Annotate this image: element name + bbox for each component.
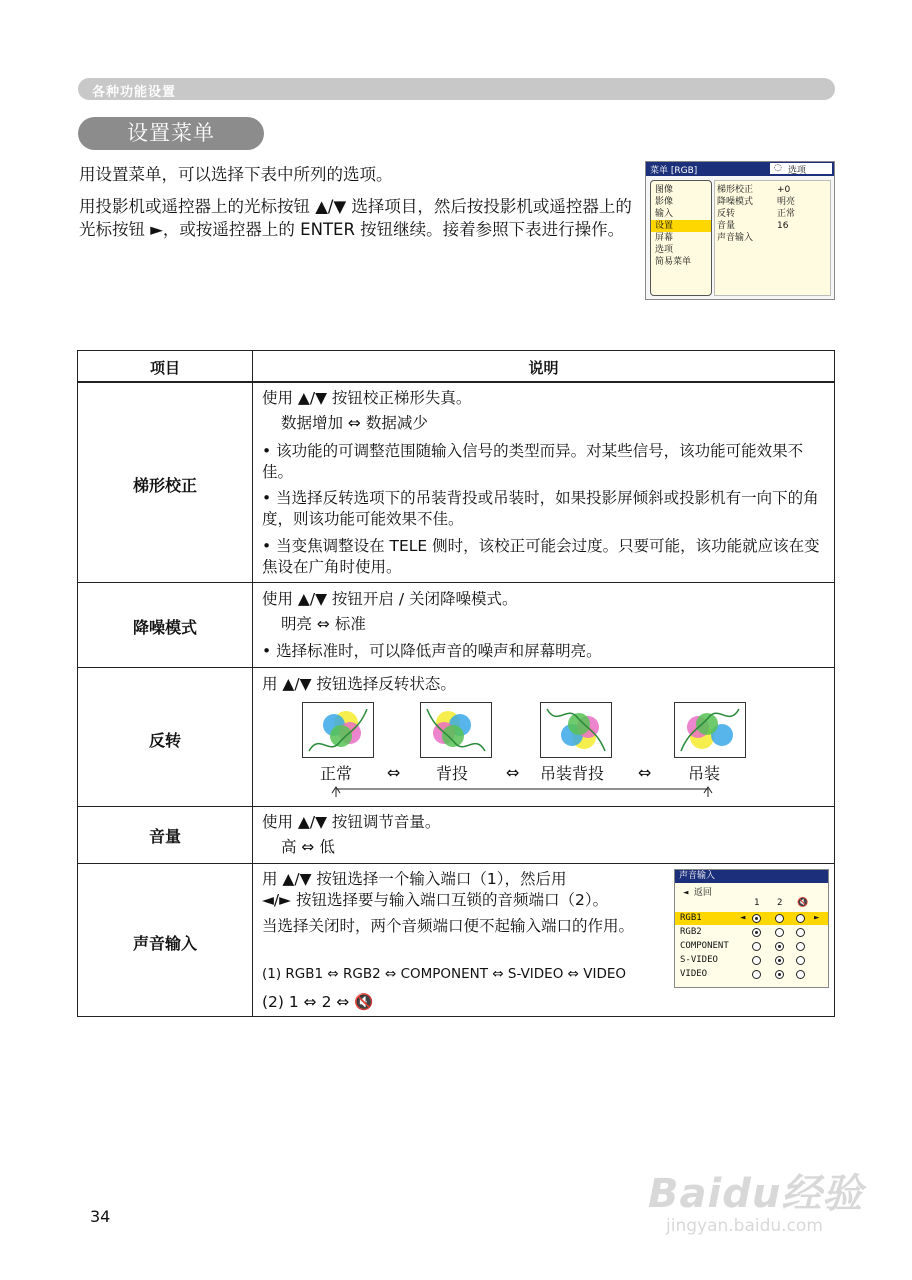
noise-bullet-1: • 选择标准时，可以降低声音的噪声和屏幕明亮。	[262, 642, 602, 660]
row-divider	[78, 806, 834, 807]
noise-line-1: 使用 ▲/▼ 按钮开启 / 关闭降噪模式。	[262, 590, 518, 608]
menu-right-row	[715, 208, 830, 220]
radio-icon	[752, 956, 761, 965]
menu-right-row	[715, 220, 830, 232]
radio-icon	[796, 942, 805, 951]
audio-row	[675, 912, 828, 925]
menu-left-list	[650, 180, 712, 296]
section-bar	[78, 78, 835, 100]
intro-paragraph-2: 用投影机或遥控器上的光标按钮 ▲/▼ 选择项目，然后按投影机或遥控器上的光标按钮 ►，或按遥控器上的 ENTER 按钮继续。接着参照下表进行操作。	[79, 197, 632, 239]
watermark-url: jingyan.baidu.com	[666, 1216, 823, 1236]
cursor-icon: ◌	[774, 163, 782, 173]
audio-line-4: (1) RGB1 ⇔ RGB2 ⇔ COMPONENT ⇔ S-VIDEO ⇔ VIDEO	[262, 966, 626, 982]
audio-row-label: RGB2	[680, 927, 702, 937]
audio-row-label: RGB1	[680, 913, 702, 923]
mirror-picture-normal	[302, 702, 374, 758]
page-number: 34	[90, 1207, 111, 1226]
mirror-picture-ceiling-rear	[540, 702, 612, 758]
menu-right-row	[715, 232, 830, 244]
radio-icon	[752, 914, 761, 923]
watermark	[640, 1150, 890, 1250]
menu-right-key: 声音输入	[717, 233, 754, 243]
radio-icon	[796, 970, 805, 979]
menu-left-item: 输入	[655, 209, 674, 219]
menu-right-row	[715, 184, 830, 196]
menu-left-item: 选项	[655, 245, 674, 255]
audio-row	[675, 926, 828, 939]
menu-right-key: 音量	[717, 221, 736, 231]
setup-menu-screenshot	[645, 161, 835, 300]
header-description: 说明	[528, 359, 559, 377]
menu-left-item: 简易菜单	[655, 257, 692, 267]
mirror-line-1: 用 ▲/▼ 按钮选择反转状态。	[262, 675, 456, 693]
radio-icon	[752, 970, 761, 979]
item-noise-mode: 降噪模式	[132, 618, 197, 637]
radio-icon	[796, 956, 805, 965]
keystone-line-2: 数据增加 ⇔ 数据减少	[281, 414, 428, 432]
settings-table	[77, 350, 835, 1017]
radio-icon	[752, 928, 761, 937]
keystone-bullet-3: • 当变焦调整设在 TELE 侧时，该校正可能会过度。只要可能，该功能就应该在变焦设在广角时使用。	[262, 537, 820, 576]
header-divider	[78, 381, 834, 383]
volume-line-1: 使用 ▲/▼ 按钮调节音量。	[262, 813, 441, 831]
menu-right-key: 降噪模式	[717, 197, 754, 207]
item-keystone: 梯形校正	[132, 476, 197, 495]
menu-left-item: 屏幕	[655, 233, 674, 243]
menu-right-value: 明亮	[777, 197, 796, 207]
noise-line-2: 明亮 ⇔ 标准	[281, 615, 366, 633]
mirror-label-normal: 正常	[320, 764, 353, 783]
menu-left-item: 图像	[655, 185, 674, 195]
mirror-label-ceiling-rear: 吊装背投	[540, 764, 605, 783]
keystone-line-1: 使用 ▲/▼ 按钮校正梯形失真。	[262, 389, 472, 407]
intro-paragraph-1: 用设置菜单，可以选择下表中所列的选项。	[79, 165, 393, 184]
radio-icon	[775, 928, 784, 937]
right-arrow-icon: ►	[814, 913, 820, 923]
audio-line-1: 用 ▲/▼ 按钮选择一个输入端口（1），然后用	[262, 870, 567, 888]
mirror-picture-rear	[420, 702, 492, 758]
keystone-bullet-2: • 当选择反转选项下的吊装背投或吊装时，如果投影屏倾斜或投影机有一向下的角度，则该功能可能效果不佳。	[262, 489, 819, 528]
audio-col-mute: 🔇	[797, 898, 809, 908]
menu-right-list	[714, 180, 831, 296]
menu-option-tab	[770, 163, 832, 174]
row-divider	[78, 582, 834, 583]
menu-right-key: 反转	[717, 209, 736, 219]
table-column-divider	[252, 351, 253, 1016]
audio-row	[675, 954, 828, 967]
menu-right-row	[715, 196, 830, 208]
keystone-bullet-1: • 该功能的可调整范围随输入信号的类型而异。对某些信号，该功能可能效果不佳。	[262, 442, 804, 481]
audio-line-5: (2) 1 ⇔ 2 ⇔ 🔇	[262, 993, 374, 1011]
mirror-label-rear: 背投	[436, 764, 469, 783]
menu-title: 菜单 [RGB]	[650, 166, 698, 176]
left-arrow-icon: ◄	[740, 913, 746, 923]
menu-left-item: 影像	[655, 197, 674, 207]
volume-line-2: 高 ⇔ 低	[281, 838, 335, 856]
menu-right-value: 16	[777, 221, 789, 231]
menu-header	[646, 162, 834, 176]
radio-icon	[752, 942, 761, 951]
item-audio-input: 声音输入	[132, 934, 197, 953]
header-item: 项目	[149, 359, 180, 377]
mirror-arrow-1: ⇔	[387, 763, 401, 782]
audio-row-label: VIDEO	[680, 969, 708, 979]
menu-right-value: 正常	[777, 209, 796, 219]
audio-back: ◄ 返回	[683, 888, 712, 898]
mirror-picture-ceiling	[674, 702, 746, 758]
audio-menu-screenshot	[674, 869, 829, 988]
page-title: 设置菜单	[78, 117, 264, 150]
audio-row	[675, 940, 828, 953]
audio-line-3: 当选择关闭时，两个音频端口便不起输入端口的作用。	[262, 917, 635, 935]
audio-line-2: ◄/► 按钮选择要与输入端口互锁的音频端口（2）。	[262, 891, 609, 909]
audio-menu-title: 声音输入	[675, 870, 828, 883]
mirror-arrow-3: ⇔	[638, 763, 652, 782]
menu-option-label: 选项	[788, 166, 807, 176]
radio-icon	[796, 914, 805, 923]
menu-left-item: 设置	[651, 220, 711, 232]
item-volume: 音量	[148, 827, 181, 846]
item-mirror: 反转	[148, 731, 181, 750]
radio-icon	[775, 942, 784, 951]
audio-row-label: COMPONENT	[680, 941, 729, 951]
menu-right-key: 梯形校正	[717, 185, 754, 195]
radio-icon	[775, 914, 784, 923]
radio-icon	[775, 956, 784, 965]
radio-icon	[775, 970, 784, 979]
audio-row-label: S-VIDEO	[680, 955, 718, 965]
menu-right-value: +0	[777, 185, 791, 195]
audio-col-1: 1	[754, 898, 760, 908]
mirror-label-ceiling: 吊装	[688, 764, 721, 783]
radio-icon	[796, 928, 805, 937]
mirror-cycle-arrow	[328, 783, 718, 801]
mirror-arrow-2: ⇔	[506, 763, 520, 782]
row-divider	[78, 863, 834, 864]
audio-row	[675, 968, 828, 981]
watermark-logo: Baidu经验	[648, 1171, 864, 1217]
audio-col-2: 2	[777, 898, 783, 908]
section-title: 各种功能设置	[92, 85, 177, 100]
row-divider	[78, 667, 834, 668]
